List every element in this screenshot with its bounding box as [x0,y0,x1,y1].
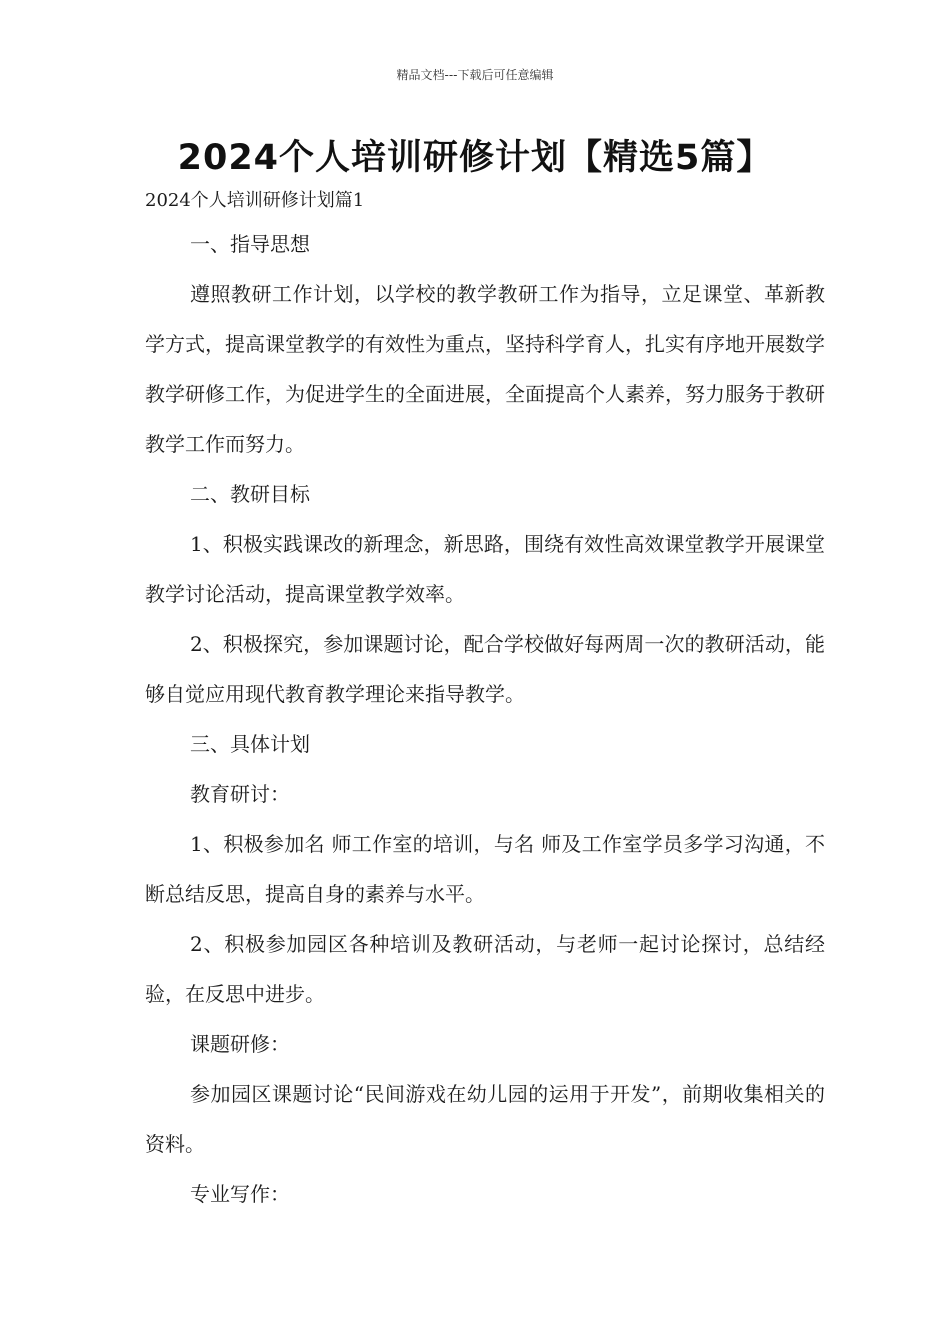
section-subtitle: 2024个人培训研修计划篇1 [145,190,365,211]
header-note: 精品文档---下载后可任意编辑 [396,68,554,82]
paragraph-plan-2: 2、积极参加园区各种培训及教研活动，与老师一起讨论探讨，总结经验，在反思中进步。 [145,932,825,1006]
subheading-topic-research: 课题研修： [190,1032,290,1056]
heading-specific-plan: 三、具体计划 [190,732,310,756]
paragraph-topic-research: 参加园区课题讨论“民间游戏在幼儿园的运用于开发”，前期收集相关的资料。 [145,1082,825,1156]
paragraph-plan-1: 1、积极参加名 师工作室的培训，与名 师及工作室学员多学习沟通，不断总结反思，提高自身的素养与水平。 [145,832,825,906]
subheading-education-research: 教育研讨： [190,782,290,806]
heading-guiding-thought: 一、指导思想 [190,232,310,256]
paragraph-guiding-thought: 遵照教研工作计划，以学校的教学教研工作为指导，立足课堂、革新教学方式，提高课堂教学的有效性为重点，坚持科学育人，扎实有序地开展数学教学研修工作，为促进学生的全面进展，全面提高个人素养，努力服务于教研教学工作而努力。 [145,282,825,456]
document-title: 2024个人培训研修计划【精选5篇】 [177,138,773,178]
paragraph-goal-2: 2、积极探究，参加课题讨论，配合学校做好每两周一次的教研活动，能够自觉应用现代教育教学理论来指导教学。 [145,632,825,706]
paragraph-goal-1: 1、积极实践课改的新理念，新思路，围绕有效性高效课堂教学开展课堂教学讨论活动，提高课堂教学效率。 [145,532,825,606]
subheading-professional-writing: 专业写作： [190,1182,290,1206]
heading-research-goals: 二、教研目标 [190,482,310,506]
document-body [145,183,825,1219]
